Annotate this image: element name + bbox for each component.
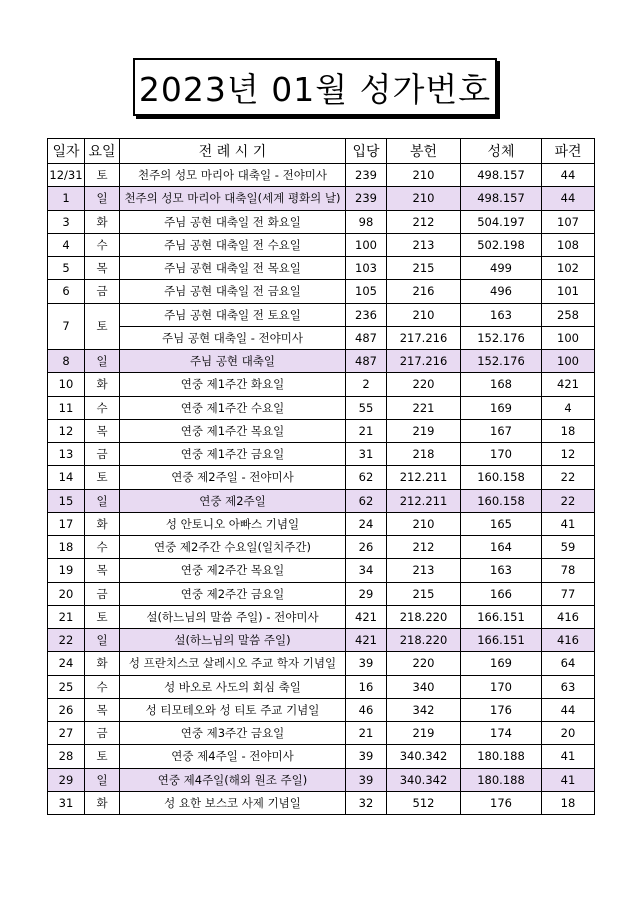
row-feast: 성 바오로 사도의 회심 축일 [120,675,346,698]
row-feast: 주님 공현 대축일 전 토요일 [120,303,346,326]
row-offertory: 212 [387,210,461,233]
row-entrance: 21 [346,419,387,442]
row-dismissal: 102 [542,257,595,280]
row-weekday: 토 [85,164,120,187]
row-dismissal: 416 [542,629,595,652]
table-row [48,536,595,559]
row-feast: 천주의 성모 마리아 대축일(세계 평화의 날) [120,187,346,210]
row-weekday: 화 [85,210,120,233]
row-entrance: 236 [346,303,387,326]
row-offertory: 213 [387,233,461,256]
row-weekday: 일 [85,629,120,652]
row-dismissal: 44 [542,187,595,210]
row-entrance: 46 [346,698,387,721]
row-feast: 성 요한 보스코 사제 기념일 [120,791,346,814]
row-feast: 연중 제1주간 수요일 [120,396,346,419]
row-communion: 170 [461,675,542,698]
row-weekday: 금 [85,722,120,745]
row-day: 7 [48,303,85,350]
row-day: 10 [48,373,85,396]
row-feast: 설(하느님의 말씀 주일) - 전야미사 [120,605,346,628]
table-row [48,350,595,373]
row-communion: 160.158 [461,489,542,512]
row-communion: 168 [461,373,542,396]
row-feast: 연중 제1주간 금요일 [120,443,346,466]
row-offertory: 210 [387,187,461,210]
header-liturgical-season: 전 례 시 기 [120,139,346,164]
table-row [48,652,595,675]
row-offertory: 512 [387,791,461,814]
row-weekday: 토 [85,303,120,350]
row-communion: 163 [461,303,542,326]
table-row [48,466,595,489]
row-entrance: 421 [346,605,387,628]
row-offertory: 212 [387,536,461,559]
row-communion: 496 [461,280,542,303]
row-dismissal: 4 [542,396,595,419]
row-dismissal: 41 [542,512,595,535]
row-weekday: 토 [85,466,120,489]
header-entrance: 입당 [346,139,387,164]
row-dismissal: 22 [542,466,595,489]
table-row [48,559,595,582]
row-feast: 주님 공현 대축일 전 수요일 [120,233,346,256]
table-row [48,210,595,233]
row-dismissal: 101 [542,280,595,303]
row-feast: 성 안토니오 아빠스 기념일 [120,512,346,535]
row-offertory: 220 [387,652,461,675]
row-dismissal: 63 [542,675,595,698]
row-feast: 성 프란치스코 살레시오 주교 학자 기념일 [120,652,346,675]
row-offertory: 210 [387,164,461,187]
row-communion: 498.157 [461,187,542,210]
row-entrance: 421 [346,629,387,652]
row-entrance: 487 [346,350,387,373]
table-row [48,629,595,652]
row-feast: 설(하느님의 말씀 주일) [120,629,346,652]
row-day: 19 [48,559,85,582]
row-weekday: 수 [85,536,120,559]
row-communion: 504.197 [461,210,542,233]
row-entrance: 100 [346,233,387,256]
row-weekday: 토 [85,745,120,768]
row-dismissal: 100 [542,326,595,349]
row-weekday: 일 [85,489,120,512]
row-entrance: 31 [346,443,387,466]
row-day: 29 [48,768,85,791]
row-offertory: 210 [387,512,461,535]
row-feast: 연중 제3주간 금요일 [120,722,346,745]
row-feast: 연중 제1주간 화요일 [120,373,346,396]
row-day: 25 [48,675,85,698]
row-weekday: 화 [85,652,120,675]
row-weekday: 일 [85,350,120,373]
row-offertory: 215 [387,582,461,605]
row-feast: 연중 제2주간 금요일 [120,582,346,605]
row-entrance: 98 [346,210,387,233]
row-offertory: 218.220 [387,605,461,628]
row-day: 20 [48,582,85,605]
row-day: 22 [48,629,85,652]
row-communion: 170 [461,443,542,466]
row-day: 28 [48,745,85,768]
row-communion: 169 [461,652,542,675]
row-communion: 180.188 [461,745,542,768]
row-entrance: 34 [346,559,387,582]
row-dismissal: 18 [542,791,595,814]
row-feast: 연중 제2주간 수요일(일치주간) [120,536,346,559]
row-communion: 160.158 [461,466,542,489]
row-entrance: 39 [346,768,387,791]
row-day: 27 [48,722,85,745]
row-dismissal: 22 [542,489,595,512]
row-communion: 176 [461,698,542,721]
table-body [48,164,595,815]
row-dismissal: 100 [542,350,595,373]
row-offertory: 219 [387,419,461,442]
row-offertory: 212.211 [387,489,461,512]
table-row [48,605,595,628]
table-row [48,419,595,442]
table-row [48,512,595,535]
hymn-number-table [47,138,595,815]
row-feast: 주님 공현 대축일 [120,350,346,373]
row-communion: 169 [461,396,542,419]
table-row [48,280,595,303]
row-offertory: 217.216 [387,326,461,349]
row-feast: 연중 제2주일 [120,489,346,512]
row-offertory: 340.342 [387,745,461,768]
row-offertory: 340.342 [387,768,461,791]
row-dismissal: 59 [542,536,595,559]
row-offertory: 219 [387,722,461,745]
row-communion: 165 [461,512,542,535]
row-weekday: 금 [85,443,120,466]
row-entrance: 2 [346,373,387,396]
row-entrance: 21 [346,722,387,745]
row-communion: 166.151 [461,605,542,628]
row-weekday: 금 [85,582,120,605]
row-feast: 연중 제4주일 - 전야미사 [120,745,346,768]
row-offertory: 212.211 [387,466,461,489]
row-entrance: 239 [346,187,387,210]
row-communion: 166.151 [461,629,542,652]
table-header-row [48,139,595,164]
row-communion: 152.176 [461,326,542,349]
row-offertory: 218 [387,443,461,466]
row-weekday: 일 [85,187,120,210]
row-day: 6 [48,280,85,303]
table-row [48,791,595,814]
row-offertory: 220 [387,373,461,396]
row-communion: 174 [461,722,542,745]
header-communion: 성체 [461,139,542,164]
row-offertory: 210 [387,303,461,326]
row-feast: 주님 공현 대축일 전 목요일 [120,257,346,280]
table-row [48,768,595,791]
row-dismissal: 108 [542,233,595,256]
row-weekday: 화 [85,512,120,535]
row-entrance: 55 [346,396,387,419]
row-day: 11 [48,396,85,419]
row-entrance: 26 [346,536,387,559]
header-dismissal: 파견 [542,139,595,164]
row-weekday: 수 [85,233,120,256]
row-day: 4 [48,233,85,256]
row-entrance: 103 [346,257,387,280]
row-offertory: 340 [387,675,461,698]
row-dismissal: 20 [542,722,595,745]
row-dismissal: 77 [542,582,595,605]
row-dismissal: 78 [542,559,595,582]
row-weekday: 목 [85,698,120,721]
row-dismissal: 44 [542,698,595,721]
row-communion: 176 [461,791,542,814]
table-row [48,373,595,396]
row-entrance: 62 [346,489,387,512]
row-communion: 166 [461,582,542,605]
row-dismissal: 41 [542,768,595,791]
table-row [48,489,595,512]
row-feast: 연중 제1주간 목요일 [120,419,346,442]
row-dismissal: 44 [542,164,595,187]
row-day: 17 [48,512,85,535]
row-dismissal: 12 [542,443,595,466]
row-day: 12 [48,419,85,442]
row-entrance: 487 [346,326,387,349]
row-entrance: 29 [346,582,387,605]
table-row [48,257,595,280]
row-offertory: 221 [387,396,461,419]
row-entrance: 32 [346,791,387,814]
page-title: 2023년 01월 성가번호 [133,58,497,116]
row-offertory: 218.220 [387,629,461,652]
row-weekday: 토 [85,605,120,628]
row-day: 5 [48,257,85,280]
row-offertory: 217.216 [387,350,461,373]
header-offertory: 봉헌 [387,139,461,164]
row-dismissal: 64 [542,652,595,675]
row-weekday: 금 [85,280,120,303]
row-day: 18 [48,536,85,559]
row-communion: 152.176 [461,350,542,373]
row-offertory: 342 [387,698,461,721]
row-weekday: 일 [85,768,120,791]
row-feast: 주님 공현 대축일 전 화요일 [120,210,346,233]
table-row [48,303,595,326]
row-communion: 167 [461,419,542,442]
table-row [48,582,595,605]
table-row [48,698,595,721]
row-weekday: 수 [85,675,120,698]
row-offertory: 213 [387,559,461,582]
row-feast: 성 티모테오와 성 티토 주교 기념일 [120,698,346,721]
row-entrance: 105 [346,280,387,303]
row-day: 15 [48,489,85,512]
row-feast: 연중 제2주일 - 전야미사 [120,466,346,489]
row-communion: 499 [461,257,542,280]
row-dismissal: 416 [542,605,595,628]
table-row [48,396,595,419]
row-communion: 498.157 [461,164,542,187]
row-weekday: 목 [85,559,120,582]
row-communion: 164 [461,536,542,559]
row-communion: 180.188 [461,768,542,791]
row-day: 26 [48,698,85,721]
row-dismissal: 107 [542,210,595,233]
row-weekday: 화 [85,791,120,814]
row-offertory: 216 [387,280,461,303]
row-day: 3 [48,210,85,233]
row-feast: 주님 공현 대축일 - 전야미사 [120,326,346,349]
table-row [48,187,595,210]
table-row [48,326,595,349]
header-day: 일자 [48,139,85,164]
row-feast: 천주의 성모 마리아 대축일 - 전야미사 [120,164,346,187]
table-row [48,722,595,745]
row-day: 1 [48,187,85,210]
row-day: 21 [48,605,85,628]
row-dismissal: 258 [542,303,595,326]
row-weekday: 목 [85,419,120,442]
row-day: 13 [48,443,85,466]
row-day: 12/31 [48,164,85,187]
header-weekday: 요일 [85,139,120,164]
row-entrance: 39 [346,652,387,675]
row-feast: 연중 제4주일(해외 원조 주일) [120,768,346,791]
row-feast: 연중 제2주간 목요일 [120,559,346,582]
table-row [48,443,595,466]
row-entrance: 239 [346,164,387,187]
row-dismissal: 421 [542,373,595,396]
table-row [48,745,595,768]
row-entrance: 16 [346,675,387,698]
row-entrance: 39 [346,745,387,768]
row-weekday: 수 [85,396,120,419]
row-entrance: 62 [346,466,387,489]
row-weekday: 목 [85,257,120,280]
table-row [48,233,595,256]
row-day: 8 [48,350,85,373]
row-day: 24 [48,652,85,675]
row-day: 31 [48,791,85,814]
row-dismissal: 41 [542,745,595,768]
table-row [48,675,595,698]
row-offertory: 215 [387,257,461,280]
row-communion: 502.198 [461,233,542,256]
table-row [48,164,595,187]
row-dismissal: 18 [542,419,595,442]
row-day: 14 [48,466,85,489]
row-weekday: 화 [85,373,120,396]
row-communion: 163 [461,559,542,582]
row-feast: 주님 공현 대축일 전 금요일 [120,280,346,303]
row-entrance: 24 [346,512,387,535]
